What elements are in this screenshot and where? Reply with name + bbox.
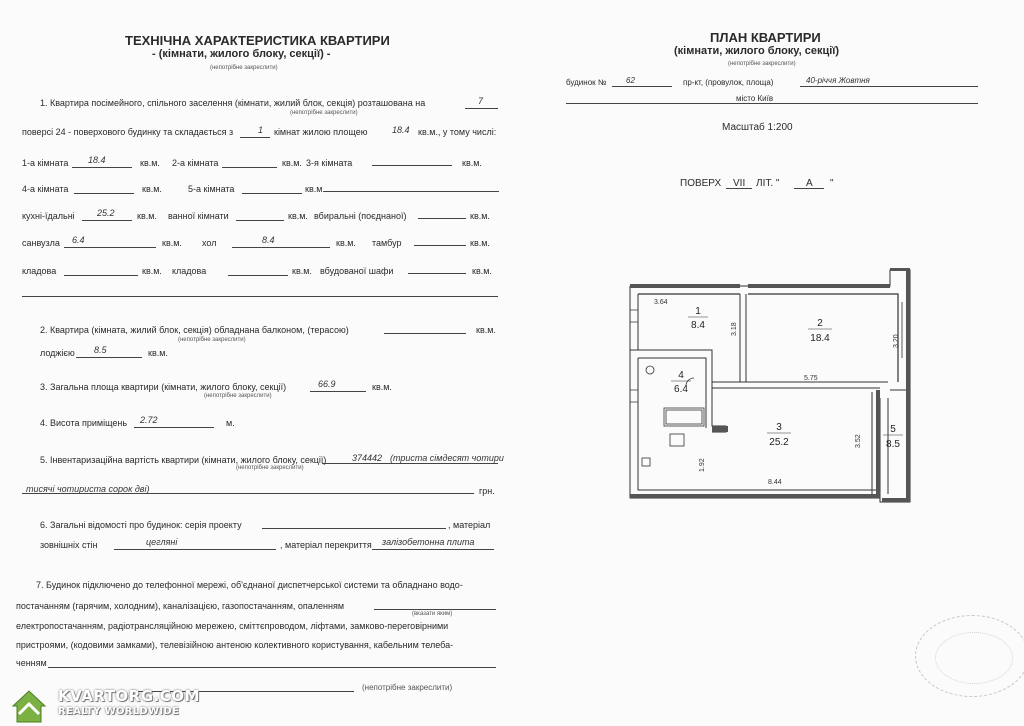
room3-label: 3-я кімната <box>306 158 353 168</box>
p2-text: 2. Квартира (кімната, жилий блок, секція) обладнана балконом, (терасою) <box>40 325 349 335</box>
logo-line2: REALTY WORLDWIDE <box>58 706 180 717</box>
left-note: (непотрібне закреслити) <box>210 65 278 71</box>
kitchen-label: кухні-їдальні <box>22 211 75 221</box>
sanuzel-label: санвузла <box>22 238 60 248</box>
floor-label: ПОВЕРХ <box>680 178 722 189</box>
bath-label: ванної кімнати <box>168 211 229 221</box>
toilet-label: вбиральні (поєднаної) <box>314 211 407 221</box>
room3-area: 25.2 <box>769 437 789 448</box>
kitchen-value: 25.2 <box>97 208 115 218</box>
room5-number: 5 <box>890 424 896 435</box>
room2-number: 2 <box>817 318 823 329</box>
p3-text: 3. Загальна площа квартири (кімнати, жилого блоку, секції) <box>40 382 287 392</box>
dim-5-75: 5.75 <box>804 375 818 382</box>
document-page: ТЕХНІЧНА ХАРАКТЕРИСТИКА КВАРТИРИ - (кімнати, жилого блоку, секції) - (непотрібне закреслити) 1. Квартира посімейного, спільного заселення (кімнати, жилий блок, секція) розташована на 7 (непотрібне закреслити) поверсі 24 - поверхового будинку та складається з 1 кімнат жилою площею 18.4 кв.м., у тому числі: 1-а кімната 18.4 кв.м. 2-а кімната кв.м. 3-я кімната кв.м. 4-а кімната кв.м. 5-а кімната кв.м. кухні-їдальні 25.2 кв.м. ванної кімнати кв.м. вбиральні (поєднаної) кв.м. санвузла 6.4 кв.м. хол 8.4 кв.м. тамбур кв.м. кладова кв.м. кладова кв.м. вбудованої шафи кв.м. 2. Квартира (кімната, жилий блок, секція) обладнана балконом, (терасою) кв.м. (непотрібне закреслити) лоджією 8.5 кв.м. 3. Загальна площа квартири (кімнати, жилого блоку, секції) 66.9 кв.м. (непотрібне закреслити) 4. Висота приміщень 2.72 м. 5. Інвентаризаційна вартість квартири (кімнати, жилого блоку, секції) 374442 (триста сімдесят чотири (непотрібне закреслити) тисячі чотириста сорок дві) грн. 6. Загальні відомості про будинок: серія проекту , матеріал зовнішніх стін цегляні , матеріал перекриття залізобетонна плита 7. Будинок підключено до телефонної мережі, об'єднаної диспетчерської системи та обладнано водо- постачанням (гарячим, холодним), каналізацією, газопостачанням, опаленням (вказати яким) електропостачанням, радіотрансляційною мережею, сміттєпроводом, ліфтами, замково-переговірними пристроями, (кодовими замками), телевізійною антеною колективного користування, кабельним телеба- ченням (непотрібне закреслити) ПЛАН КВАРТИРИ (кімнати, жилого блоку, секції) (непотрібне закреслити) будинок № 62 пр-кт, (провулок, площа) 40-річчя Жовтня місто Київ Масштаб 1:200 ПОВЕРХ VII ЛІТ. " А " 1 8.4 2 18.4 3 25.2 4 6.4 5 8.5 3.64 3.18 5.75 3.20 3.52 1.92 8.44 KVARTORG.COM REALTY WORLDWIDE <box>0 0 1024 726</box>
p6-floor: залізобетонна плита <box>382 537 475 547</box>
lit-value: А <box>806 178 813 189</box>
hall-value: 8.4 <box>262 235 275 245</box>
p1-text-c: кімнат жилою площею <box>274 127 368 137</box>
room1-value: 18.4 <box>88 155 106 165</box>
room2-area: 18.4 <box>810 333 830 344</box>
left-title: ТЕХНІЧНА ХАРАКТЕРИСТИКА КВАРТИРИ <box>125 33 390 48</box>
p4-value: 2.72 <box>140 415 158 425</box>
p7-text-d: пристроями, (кодовими замками), телевізійною антеною колективного користування, кабельним телеба- <box>16 640 454 650</box>
p7-text-b: постачанням (гарячим, холодним), каналізацією, газопостачанням, опаленням <box>16 601 345 611</box>
room5-label: 5-а кімната <box>188 184 235 194</box>
left-subtitle: - (кімнати, жилого блоку, секції) - <box>152 48 331 60</box>
hall-label: хол <box>202 238 217 248</box>
p3-note: (непотрібне закреслити) <box>204 393 272 399</box>
p7-note2: (непотрібне закреслити) <box>362 683 453 692</box>
room2-label: 2-а кімната <box>172 158 219 168</box>
p5-text: 5. Інвентаризаційна вартість квартири (кімнати, жилого блоку, секції) <box>40 455 327 465</box>
p7-text-c: електропостачанням, радіотрансляційною мережею, сміттєпроводом, ліфтами, замково-переговірними <box>16 621 449 631</box>
addr-label: будинок № <box>566 78 607 87</box>
p5-note: (непотрібне закреслити) <box>236 465 304 471</box>
klad2-label: кладова <box>172 266 207 276</box>
right-note: (непотрібне закреслити) <box>728 61 796 67</box>
p5-words2: тисячі чотириста сорок дві) <box>26 484 150 494</box>
room3-number: 3 <box>776 422 782 433</box>
scale: Масштаб 1:200 <box>722 122 793 133</box>
room1-number: 1 <box>695 306 701 317</box>
p7-text-e: ченням <box>16 658 47 668</box>
klad-label: кладова <box>22 266 57 276</box>
right-title: ПЛАН КВАРТИРИ <box>710 30 821 45</box>
p2-note: (непотрібне закреслити) <box>178 337 246 343</box>
watermark-logo <box>10 687 200 724</box>
p7-text-a: 7. Будинок підключено до телефонної мережі, об'єднаної диспетчерської системи та обладнано водо- <box>36 580 463 590</box>
p1-area: 18.4 <box>392 125 410 135</box>
room4-label: 4-а кімната <box>22 184 69 194</box>
room1-label: 1-а кімната <box>22 158 69 168</box>
dim-8-44: 8.44 <box>768 479 782 486</box>
dim-3-64: 3.64 <box>654 299 668 306</box>
dim-3-20: 3.20 <box>893 334 900 348</box>
p6-text-a: 6. Загальні відомості про будинок: серія проекту <box>40 520 242 530</box>
lodzh-label: лоджією <box>40 348 75 358</box>
shafy-label: вбудованої шафи <box>320 266 394 276</box>
p5-value: 374442 <box>352 453 383 463</box>
p1-note: (непотрібне закреслити) <box>290 110 358 116</box>
house-icon <box>10 688 48 724</box>
p1-floor: 7 <box>478 96 484 106</box>
lit-label: ЛІТ. " <box>756 178 780 189</box>
p1-text-b: поверсі 24 - поверхового будинку та складається з <box>22 127 234 137</box>
dim-3-52: 3.52 <box>855 434 862 448</box>
right-subtitle: (кімнати, жилого блоку, секції) <box>674 45 840 57</box>
lodzh-value: 8.5 <box>94 345 107 355</box>
addr-number: 62 <box>626 76 635 85</box>
addr-street: 40-річчя Жовтня <box>806 76 870 85</box>
room4-number: 4 <box>678 370 684 381</box>
p5-words: (триста сімдесят чотири <box>390 453 504 463</box>
addr-type: пр-кт, (провулок, площа) <box>683 78 774 87</box>
room4-area: 6.4 <box>674 384 688 395</box>
city: місто Київ <box>736 94 774 103</box>
p1-text-a: 1. Квартира посімейного, спільного заселення (кімнати, жилий блок, секція) розташована на <box>40 98 426 108</box>
p6-text-c: зовнішніх стін <box>40 540 98 550</box>
stamp-inner <box>935 632 1013 684</box>
p6-walls: цегляні <box>146 537 178 547</box>
tambur-label: тамбур <box>372 238 402 248</box>
p7-note: (вказати яким) <box>412 611 453 617</box>
floor-value: VII <box>733 178 746 189</box>
sanuzel-value: 6.4 <box>72 235 85 245</box>
dim-3-18: 3.18 <box>731 322 738 336</box>
p1-text-d: кв.м., у тому числі: <box>418 127 497 137</box>
p4-text: 4. Висота приміщень <box>40 418 128 428</box>
floor-plan <box>608 262 918 512</box>
p3-value: 66.9 <box>318 379 336 389</box>
room1-area: 8.4 <box>691 320 705 331</box>
dim-1-92: 1.92 <box>699 458 706 472</box>
logo-line1: KVARTORG.COM <box>58 687 200 705</box>
room5-area: 8.5 <box>886 439 900 450</box>
p1-rooms: 1 <box>258 125 264 135</box>
